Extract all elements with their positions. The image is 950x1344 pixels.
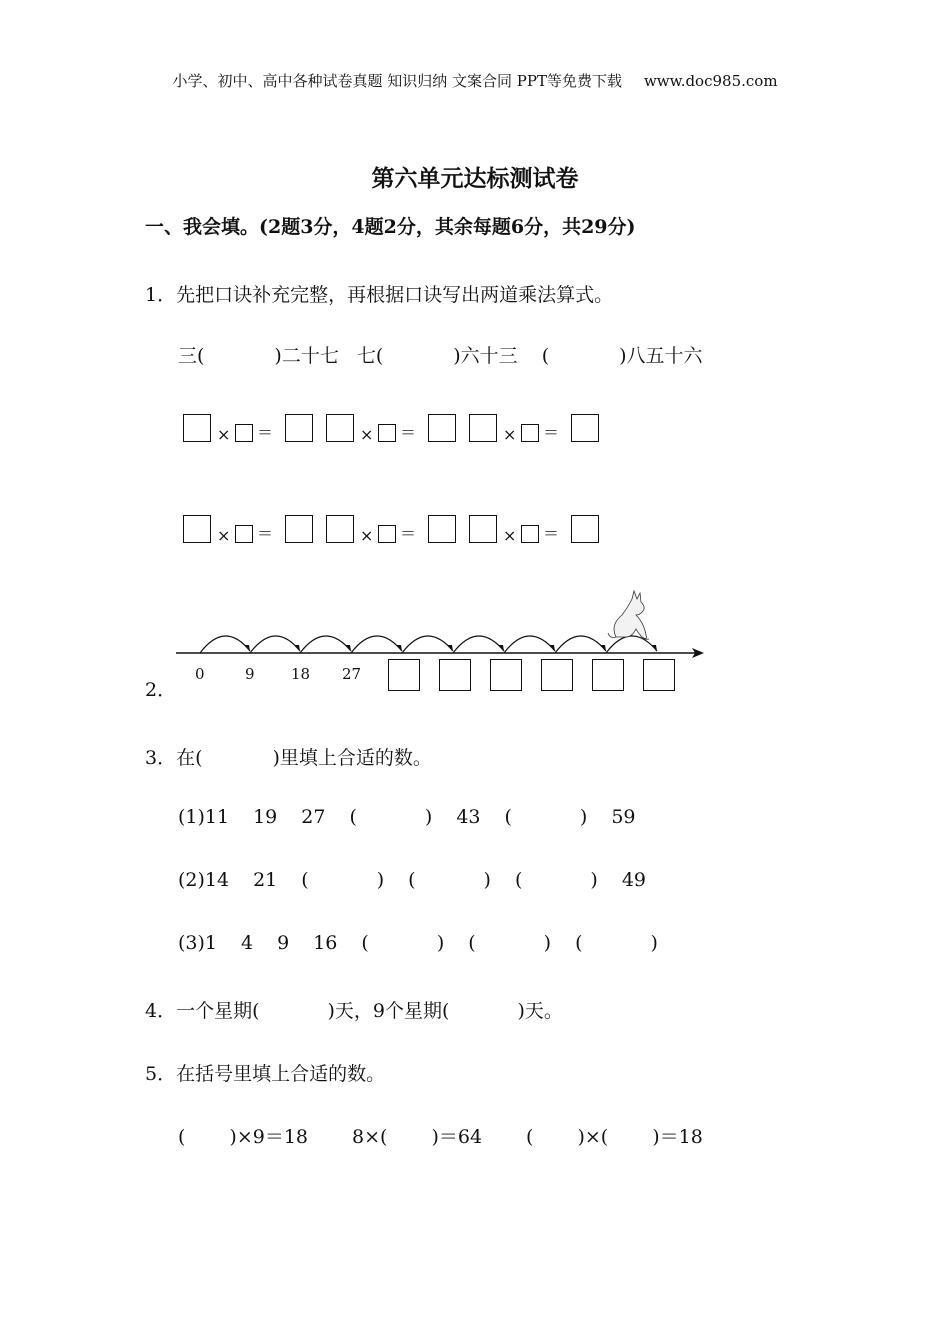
question-5-equations	[178, 1122, 703, 1149]
blank-close: )	[436, 932, 445, 954]
kangaroo-icon	[608, 591, 649, 639]
number-line-answer-box[interactable]	[439, 659, 471, 691]
seq-value: 27	[301, 806, 326, 828]
header-text: 小学、初中、高中各种试卷真题 知识归纳 文案合同 PPT等免费下载	[172, 72, 622, 90]
chant-row	[178, 341, 703, 368]
jump-arcs	[200, 636, 657, 653]
blank-open: (	[361, 932, 369, 954]
eq1-open: (	[178, 1126, 186, 1148]
times-sign: ×	[360, 425, 374, 444]
answer-box[interactable]	[469, 515, 497, 543]
blank-close: )	[376, 869, 385, 891]
equals-sign: ＝	[543, 524, 560, 543]
answer-box-small[interactable]	[378, 525, 396, 543]
number-line	[170, 585, 710, 665]
eq3-open: (	[526, 1126, 534, 1148]
tick-label: 27	[342, 665, 362, 683]
number-line-answer-box[interactable]	[592, 659, 624, 691]
sequence-row-2	[178, 869, 646, 891]
blank-open: (	[408, 869, 416, 891]
answer-box[interactable]	[428, 515, 456, 543]
jump-arc	[606, 636, 657, 653]
answer-box[interactable]	[571, 414, 599, 442]
seq-value: 4	[241, 932, 254, 954]
answer-box[interactable]	[285, 414, 313, 442]
blank-close: )	[650, 932, 658, 954]
blank-close: )	[483, 869, 491, 891]
question-5: 5．在括号里填上合适的数。	[145, 1063, 386, 1085]
tick-label: 9	[245, 665, 255, 683]
question-3-text-a: 3．在(	[145, 747, 203, 769]
number-line-answer-box[interactable]	[541, 659, 573, 691]
question-3	[145, 743, 432, 770]
blank-open: (	[301, 869, 309, 891]
equals-sign: ＝	[400, 423, 417, 442]
answer-box[interactable]	[285, 515, 313, 543]
times-sign: ×	[503, 425, 517, 444]
jump-arc	[250, 636, 300, 653]
answer-box[interactable]	[183, 515, 211, 543]
chant-1-end: )二十七	[274, 345, 339, 367]
question-4-text-c: )天。	[517, 1000, 563, 1022]
jump-arc	[402, 636, 453, 653]
chant-1-start: 三(	[178, 345, 205, 367]
seq-value: 59	[611, 806, 636, 828]
times-sign: ×	[360, 526, 374, 545]
times-sign: ×	[217, 526, 231, 545]
number-line-answer-box[interactable]	[490, 659, 522, 691]
number-line-answer-box[interactable]	[388, 659, 420, 691]
times-sign: ×	[217, 425, 231, 444]
question-4-text-b: )天，9个星期(	[327, 1000, 450, 1022]
tick-label: 0	[195, 665, 205, 683]
tick-label: 18	[291, 665, 311, 683]
chant-2-start: 七(	[356, 345, 384, 367]
blank-open: (	[575, 932, 583, 954]
header-site: www.doc985.com	[643, 72, 778, 90]
seq-value: (1)11	[178, 806, 230, 828]
blank-open: (	[349, 806, 357, 828]
answer-box[interactable]	[326, 414, 354, 442]
answer-box-small[interactable]	[521, 525, 539, 543]
jump-arc	[300, 636, 351, 653]
blank-close: )	[590, 869, 598, 891]
blank-close: )	[424, 806, 433, 828]
seq-value: 9	[277, 932, 290, 954]
answer-box-small[interactable]	[235, 525, 253, 543]
jump-arc	[453, 636, 504, 653]
blank-open: (	[504, 806, 512, 828]
times-sign: ×	[503, 526, 517, 545]
question-1: 1．先把口诀补充完整，再根据口诀写出两道乘法算式。	[145, 284, 614, 306]
sequence-row-1	[178, 806, 636, 828]
answer-box[interactable]	[469, 414, 497, 442]
section-heading: 一、我会填。(2题3分，4题2分，其余每题6分，共29分)	[145, 216, 636, 238]
seq-value: 49	[621, 869, 646, 891]
blank-close: )	[579, 806, 588, 828]
question-2-number: 2．	[145, 679, 177, 701]
eq3-rest: )＝18	[652, 1126, 703, 1148]
answer-box[interactable]	[428, 414, 456, 442]
page-title: 第六单元达标测试卷	[371, 165, 579, 192]
blank-open: (	[468, 932, 476, 954]
sequence-row-3	[178, 932, 658, 954]
seq-value: (3)1	[178, 932, 218, 954]
seq-value: 16	[313, 932, 338, 954]
question-4	[145, 996, 563, 1023]
jump-arc	[200, 636, 250, 653]
eq2-open: 8×(	[352, 1126, 388, 1148]
number-line-answer-box[interactable]	[643, 659, 675, 691]
seq-value: 19	[253, 806, 278, 828]
eq1-rest: )×9＝18	[229, 1126, 309, 1148]
answer-box-small[interactable]	[378, 424, 396, 442]
answer-box[interactable]	[326, 515, 354, 543]
jump-arc	[351, 636, 402, 653]
seq-value: 21	[253, 869, 278, 891]
chant-2-end: )六十三	[453, 345, 518, 367]
seq-value: 43	[456, 806, 481, 828]
equals-sign: ＝	[257, 423, 274, 442]
eq3-mid: )×(	[577, 1126, 609, 1148]
equals-sign: ＝	[400, 524, 417, 543]
answer-box[interactable]	[571, 515, 599, 543]
equals-sign: ＝	[543, 423, 560, 442]
blank-open: (	[514, 869, 523, 891]
chant-3-start: (	[541, 345, 550, 367]
chant-3-end: )八五十六	[619, 345, 703, 367]
seq-value: (2)14	[178, 869, 230, 891]
eq2-rest: )＝64	[431, 1126, 483, 1148]
answer-box-small[interactable]	[235, 424, 253, 442]
blank-close: )	[543, 932, 552, 954]
equals-sign: ＝	[257, 524, 274, 543]
jump-arc	[555, 636, 606, 653]
jump-arc	[504, 636, 555, 653]
page-header	[0, 70, 950, 91]
question-3-text-b: )里填上合适的数。	[272, 747, 432, 769]
question-4-text-a: 4．一个星期(	[145, 1000, 260, 1022]
answer-box[interactable]	[183, 414, 211, 442]
answer-box-small[interactable]	[521, 424, 539, 442]
